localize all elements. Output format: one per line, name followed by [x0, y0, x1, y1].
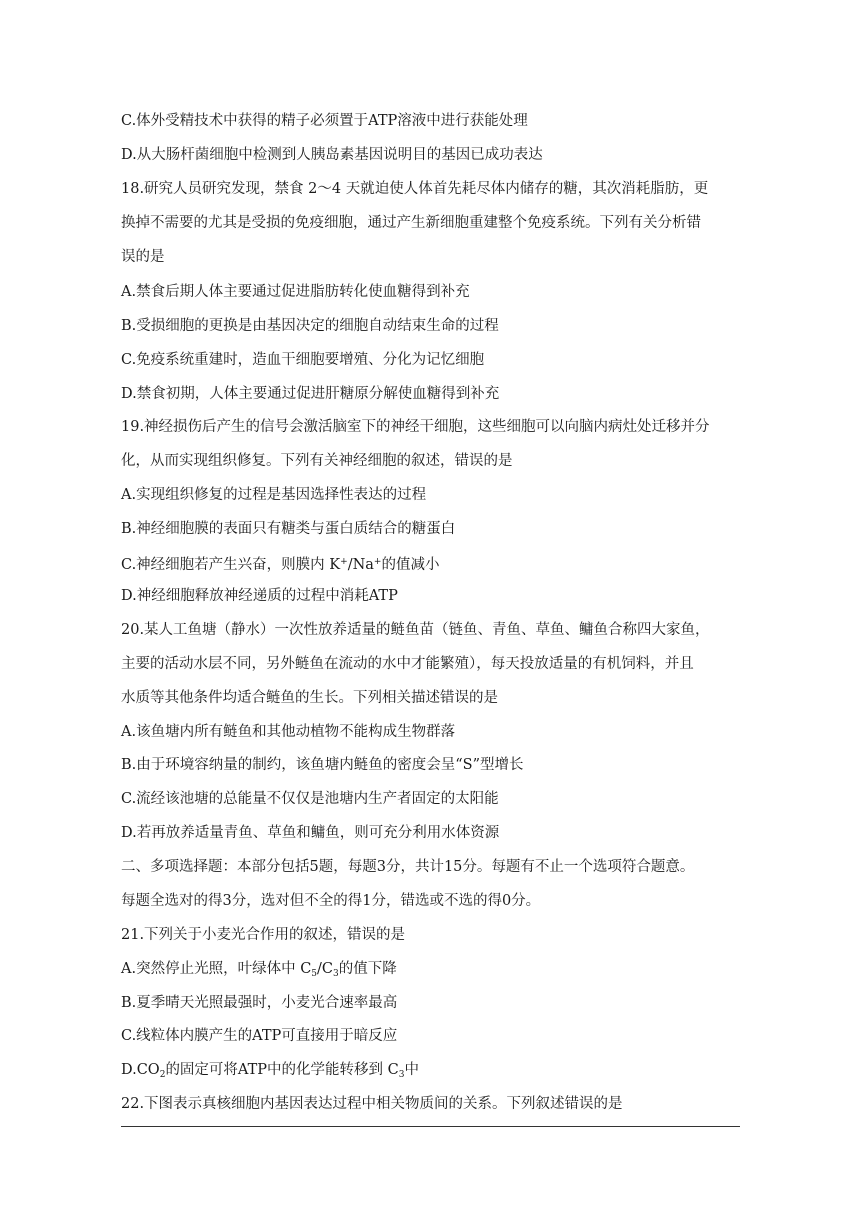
q21-option-c: C.线粒体内膜产生的ATP可直接用于暗反应 — [121, 1028, 398, 1044]
q19-option-b: B.神经细胞膜的表面只有糖类与蛋白质结合的糖蛋白 — [121, 521, 456, 537]
q18-option-c: C.免疫系统重建时，造血干细胞要增殖、分化为记忆细胞 — [121, 352, 485, 368]
q18-stem — [121, 172, 741, 274]
q21-option-d: $D.CO_2$的固定可将ATP中的化学能转移到 $C_3$中 — [121, 1062, 419, 1080]
section-2-heading — [121, 850, 741, 918]
q21-option-b: B.夏季晴天光照最强时，小麦光合速率最高 — [121, 995, 398, 1011]
q17-option-c: C.体外受精技术中获得的精子必须置于ATP溶液中进行获能处理 — [121, 113, 528, 129]
q20-option-c: C.流经该池塘的总能量不仅仅是池塘内生产者固定的太阳能 — [121, 791, 499, 807]
q19-option-c: C.神经细胞若产生兴奋，则膜内 K+/Na+的值减小 — [121, 557, 440, 573]
q20-option-d: D.若再放养适量青鱼、草鱼和鳙鱼，则可充分利用水体资源 — [121, 825, 500, 841]
q20-option-a: A.该鱼塘内所有鲢鱼和其他动植物不能构成生物群落 — [121, 724, 456, 740]
q19-stem — [121, 410, 741, 478]
q21-stem: 21.下列关于小麦光合作用的叙述，错误的是 — [121, 927, 406, 943]
footer-divider — [121, 1126, 740, 1127]
q20-stem-line-3: 水质等其他条件均适合鲢鱼的生长。下列相关描述错误的是 — [121, 690, 498, 706]
q20-option-b: B.由于环境容纳量的制约，该鱼塘内鲢鱼的密度会呈“S”型增长 — [121, 757, 524, 773]
q17-option-d: D.从大肠杆菌细胞中检测到人胰岛素基因说明目的基因已成功表达 — [121, 147, 543, 163]
q18-option-d: D.禁食初期，人体主要通过促进肝糖原分解使血糖得到补充 — [121, 386, 500, 402]
section-2-line-1: 二、多项选择题：本部分包括5题，每题3分，共计15分。每题有不止一个选项符合题意。 — [121, 859, 695, 875]
q19-option-d: D.神经细胞释放神经递质的过程中消耗ATP — [121, 588, 398, 604]
q19-option-a: A.实现组织修复的过程是基因选择性表达的过程 — [121, 487, 427, 503]
q22-stem: 22.下图表示真核细胞内基因表达过程中相关物质间的关系。下列叙述错误的是 — [121, 1096, 623, 1112]
section-2-line-2: 每题全选对的得3分，选对但不全的得1分，错选或不选的得0分。 — [121, 893, 541, 909]
q20-stem — [121, 613, 741, 715]
q18-option-a: A.禁食后期人体主要通过促进脂肪转化使血糖得到补充 — [121, 284, 470, 300]
q18-stem-line-3: 误的是 — [121, 249, 165, 265]
q18-option-b: B.受损细胞的更换是由基因决定的细胞自动结束生命的过程 — [121, 318, 499, 334]
q19-stem-line-2: 化，从而实现组织修复。下列有关神经细胞的叙述，错误的是 — [121, 453, 513, 469]
q18-stem-line-1: 18.研究人员研究发现，禁食 2～4 天就迫使人体首先耗尽体内储存的糖，其次消耗脂肪，更 — [121, 181, 709, 197]
q20-stem-line-2: 主要的活动水层不同，另外鲢鱼在流动的水中才能繁殖），每天投放适量的有机饲料，并且 — [121, 656, 694, 672]
q21-option-a: A.突然停止光照，叶绿体中 $C_5/C_3$的值下降 — [121, 961, 397, 979]
q20-stem-line-1: 20.某人工鱼塘（静水）一次性放养适量的鲢鱼苗（链鱼、青鱼、草鱼、鳙鱼合称四大家鱼， — [121, 622, 710, 638]
q19-stem-line-1: 19.神经损伤后产生的信号会激活脑室下的神经干细胞，这些细胞可以向脑内病灶处迁移并分 — [121, 419, 710, 435]
q18-stem-line-2: 换掉不需要的尤其是受损的免疫细胞，通过产生新细胞重建整个免疫系统。下列有关分析错 — [121, 215, 701, 231]
